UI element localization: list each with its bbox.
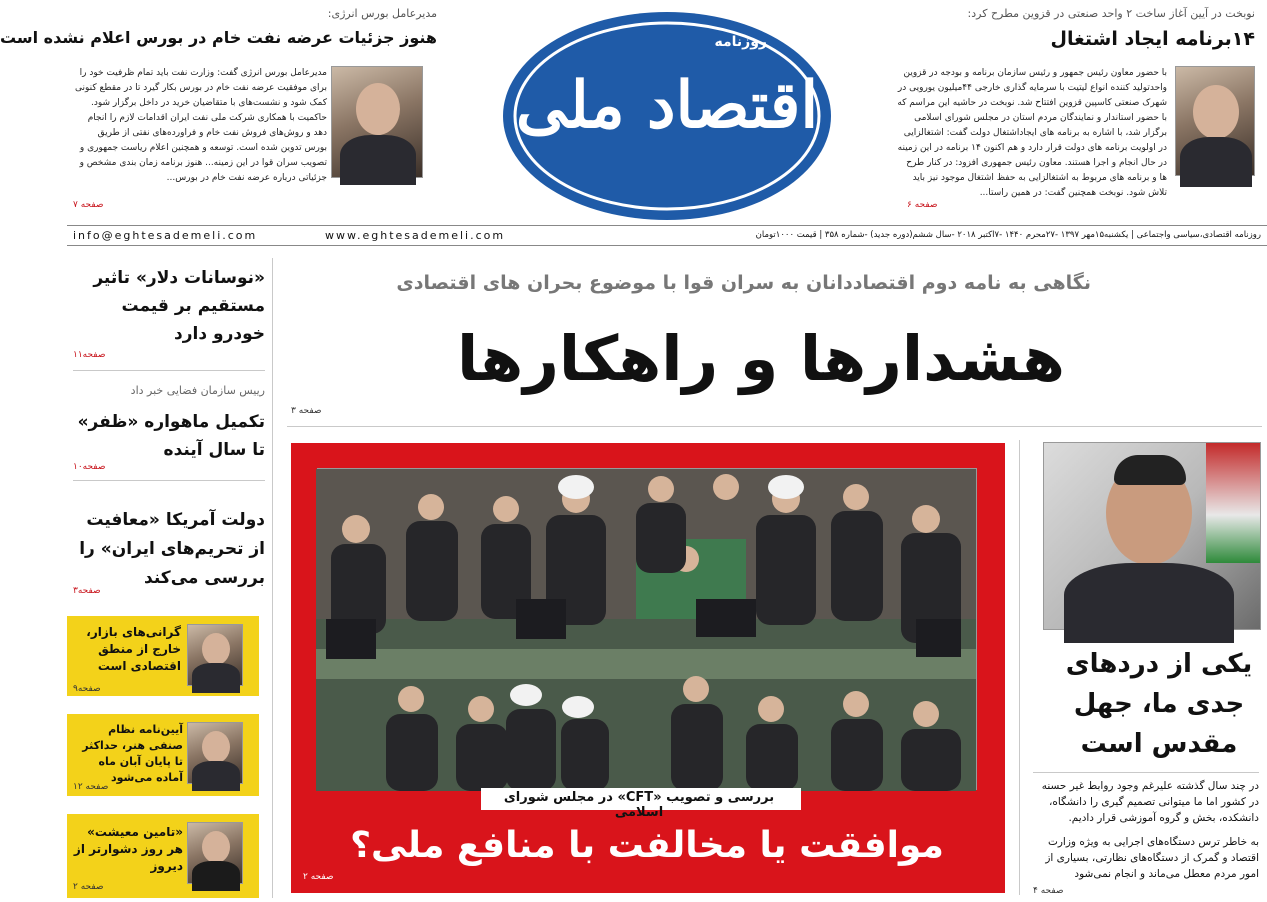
top-left-pageref[interactable]: صفحه ۷ [73,200,104,210]
left-story3-pageref[interactable]: صفحه۳ [73,586,101,596]
left-box1-title: گرانی‌های بازار، خارج از منطق اقتصادی است [86,625,181,673]
left-story1-title: «نوسانات دلار» تاثیر مستقیم بر قیمت خودرو دارد [93,268,265,344]
feature-title: موافقت یا مخالفت با منافع ملی؟ [350,825,944,866]
main-kicker: نگاهی به نامه دوم اقتصاددانان به سران قوا با موضوع بحران های اقتصادی [396,272,1091,294]
health-minister-photo [1043,442,1261,630]
right-story-bullet1: در چند سال گذشته علیرغم وجود روابط غیر حسنه در کشور اما ما میتوانی تصمیم گیری را دانشگاه، دانشکده، بخش و گروه آموزشی قرار دادیم. [1041,780,1259,824]
left-story2-title: تکمیل ماهواره «ظفر» تا سال آینده [77,412,265,460]
left-box3-pageref[interactable]: صفحه ۲ [73,882,104,892]
left-box1-pageref[interactable]: صفحه۹ [73,684,101,694]
masthead-name: اقتصاد ملی [515,68,819,143]
right-story-title: یکی از دردهای جدی ما، جهل مقدس است [1065,649,1253,759]
left-box3-title: «تامین معیشت» هر روز دشوارتر از دیروز [73,825,183,873]
left-box2-title: آیین‌نامه نظام صنفی هنر، حداکثر تا پایان آبان ماه آماده می‌شود [82,723,183,784]
bourse-ceo-photo [331,66,423,178]
top-left-body: مدیرعامل بورس انرژی گفت: وزارت نفت باید تمام ظرفیت خود را برای موفقیت عرضه نفت خام در بورس بکار گیرد تا در مقطع کنونی کمک شود و نشست‌های با متقاضیان خرید در داخل برگزار شود. حاکمیت با همکاری شرکت ملی نفت ایران اقدامات لازم را انجام دهد و روش‌های فروش نفت خام و فراورده‌های نفتی از طریق بورس تدوین شده است. توسعه و همچنین اعلام ریاست جمهوری و تصویب سران قوا در این زمینه... هنوز برنامه زمان بندی مشخص و جزئیاتی درباره عرضه نفت خام در بورس... [75,68,327,183]
top-right-pageref[interactable]: صفحه ۶ [907,200,938,210]
parliament-photo [317,468,977,790]
top-right-kicker: نوبخت در آیین آغاز ساخت ۲ واحد صنعتی در قزوین مطرح کرد: [967,7,1255,20]
dateline: روزنامه اقتصادی،سیاسی واجتماعی | یکشنبه۱۵مهر ۱۳۹۷ -۲۷محرم ۱۴۴۰ -۷اکتبر ۲۰۱۸ -سال ششم(دوره جدید) -شماره ۳۵۸ | قیمت ۱۰۰۰تومان [755,230,1261,240]
left-story3-title: دولت آمریکا «معافیت از تحریم‌های ایران» را بررسی می‌کند [79,510,265,588]
top-left-title: هنوز جزئیات عرضه نفت خام در بورس اعلام نشده است [0,28,437,47]
box1-photo [187,624,243,686]
main-pageref[interactable]: صفحه ۳ [291,406,322,416]
feature-pageref[interactable]: صفحه ۲ [303,872,334,882]
feature-caption: بررسی و تصویب «CFT» در مجلس شورای اسلامی [503,790,775,820]
parliament-scene [316,469,976,791]
box3-photo [187,822,243,884]
top-right-body: با حضور معاون رئیس جمهور و رئیس سازمان برنامه و بودجه در قزوین واحدتولید کننده انواع لیتیت با سرمایه گذاری خارجی ۴۴میلیون یورویی در شهرک صنعتی کاسپین قزوین افتتاح شد. نوبخت در حاشیه این مراسم که با حضور استاندار و نمایندگان مردم استان در مجلس شورای اسلامی برگزار شد، با اشاره به برنامه های ایجاداشتغال دولت گفت: اشتغالزایی در اولویت برنامه های دولت قرار دارد و هم اکنون ۱۴ برنامه در این زمینه در حال انجام و اجرا هستند. معاون رئیس جمهوری افزود: در کنار طرح ها و برنامه های مربوط به اشتغالزایی به حفظ اشتغال موجود نیز باید تلاش شود. نوبخت همچنین گفت: در همین راستا... [897,68,1167,198]
top-right-title: ۱۴برنامه ایجاد اشتغال [1050,28,1255,50]
left-story2-pageref[interactable]: صفحه۱۰ [73,462,106,472]
left-story2-kicker: رییس سازمان فضایی خبر داد [130,384,265,397]
masthead-label: روزنامه [714,34,767,50]
nobakht-photo [1175,66,1255,176]
website[interactable]: www.eghtesademeli.com [325,229,506,242]
right-story-bullet2: به خاطر ترس دستگاه‌های اجرایی به ویژه وزارت اقتصاد و گمرک از دستگاه‌های نظارتی، بسیاری از امور مردم معطل می‌ماند و انجام نمی‌شود [1045,836,1259,880]
right-story-pageref[interactable]: صفحه ۴ [1033,886,1064,896]
top-left-kicker: مدیرعامل بورس انرژی: [327,7,437,20]
left-story1-pageref[interactable]: صفحه۱۱ [73,350,106,360]
email[interactable]: info@eghtesademeli.com [73,229,258,242]
main-title: هشدارها و راهکارها [456,322,1065,395]
box2-photo [187,722,243,784]
left-box2-pageref[interactable]: صفحه ۱۲ [73,782,109,792]
masthead [497,6,837,226]
